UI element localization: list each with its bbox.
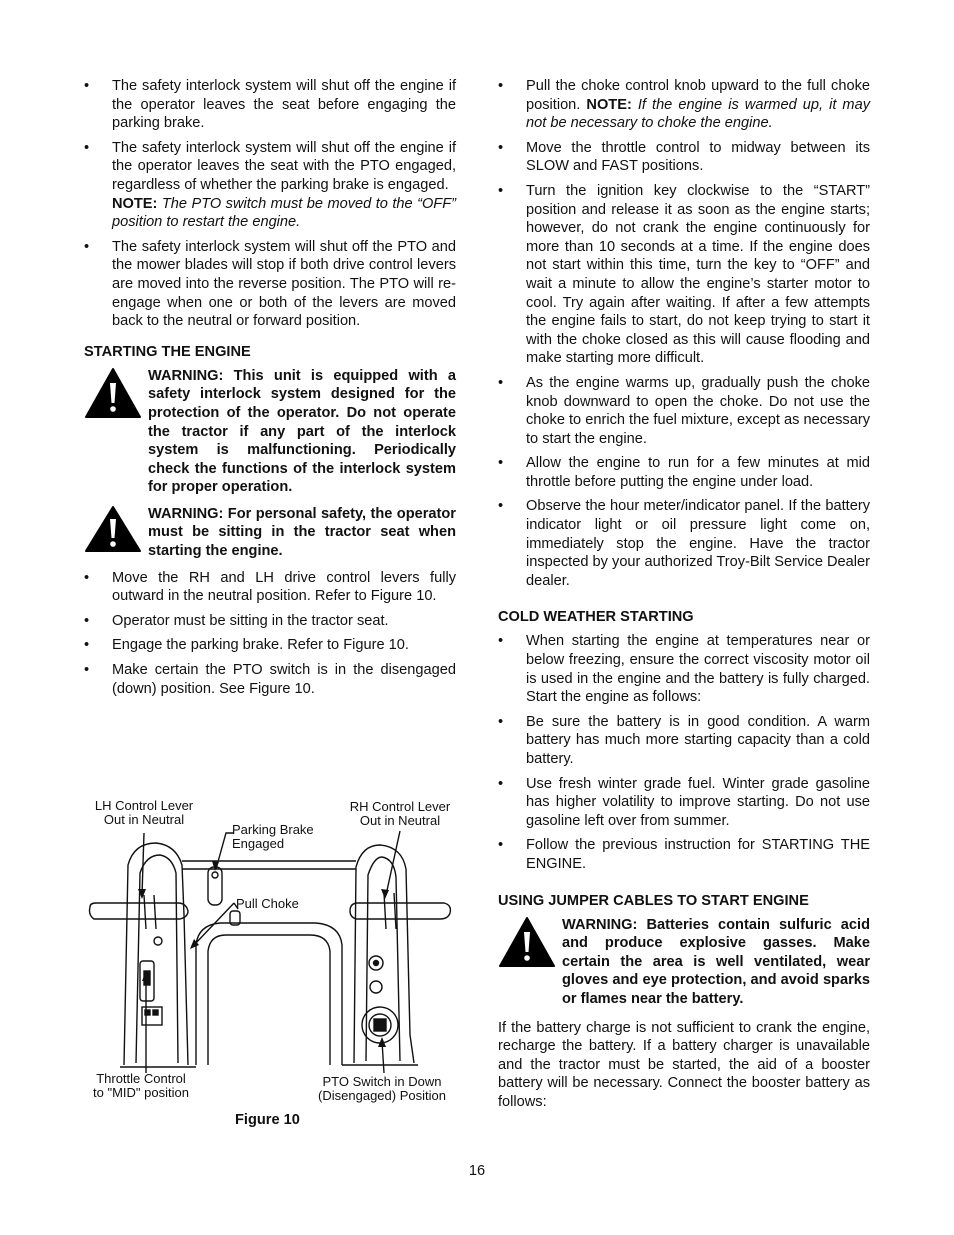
warning-block-seat [84,505,456,561]
start-steps-list [84,569,456,699]
list-item: • When starting the engine at temperatures near or below freezing, ensure the correct viscosity motor oil is used in the engine and the battery is fully charged. Start the engine as follows: [498,632,870,706]
figure-10 [84,795,456,1135]
warning-block-interlock [84,367,456,497]
label-throttle-control: Throttle Control to "MID" position [93,1071,189,1100]
figure-caption: Figure 10 [235,1112,300,1128]
list-item: • Operator must be sitting in the tractor seat. [84,612,456,631]
warning-triangle-icon [498,916,556,968]
right-column [498,77,870,1112]
warning-text: WARNING: This unit is equipped with a safety interlock system designed for the protection of the operator. Do not operate the tractor if any part of the interlock system is malfunctioning. Periodically check the functions of the interlock system for proper operation. [148,367,456,496]
page-number: 16 [468,1163,486,1179]
note-label: NOTE: [586,96,632,113]
section-heading-starting-engine: STARTING THE ENGINE [84,343,251,360]
interlock-bullet-list [84,77,456,331]
warning-triangle-icon [84,505,142,553]
list-item: • As the engine warms up, gradually push the choke knob downward to open the choke. Do not use the choke to enrich the fuel mixture, except as necessary to start the engine. [498,374,870,448]
list-item: • Follow the previous instruction for STARTING THE ENGINE. [498,836,870,873]
list-item: • Pull the choke control knob upward to the full choke position. NOTE: If the engine is warmed up, it may not be necessary to choke the engine. [498,77,870,133]
starting-steps-list [498,77,870,590]
label-lh-control-lever: LH Control Lever Out in Neutral [94,798,194,827]
warning-block-battery [498,916,870,1009]
left-column [84,77,456,704]
note-label: NOTE: [112,195,158,212]
list-item: • Observe the hour meter/indicator panel. If the battery indicator light or oil pressure light come on, immediately stop the engine. Have the tractor inspected by your authorized Troy-Bilt Service Dealer dealer. [498,497,870,590]
warning-triangle-icon [84,367,142,419]
list-item: • Allow the engine to run for a few minutes at mid throttle before putting the engine under load. [498,454,870,491]
warning-text: WARNING: For personal safety, the operator must be sitting in the tractor seat when starting the engine. [148,505,456,560]
note-text: If the engine is warmed up, it may not be necessary to choke the engine. [526,96,870,132]
list-item: • Turn the ignition key clockwise to the “START” position and release it as soon as the engine starts; however, do not crank the engine continuously for more than 10 seconds at a time. If the engine does not start within this time, turn the key to “OFF” and wait a minute to allow the engine’s starter motor to cool. Try again after waiting. If after a few attempts the engine fails to start, do not keep trying to start it with the choke closed as this will cause flooding and make starting more difficult. [498,182,870,368]
warning-text: WARNING: Batteries contain sulfuric acid and produce explosive gasses. Make certain the area is well ventilated, wear gloves and eye protection, and avoid sparks or flames near the battery. [562,916,870,1007]
label-rh-control-lever: RH Control Lever Out in Neutral [349,799,451,828]
note-text: The PTO switch must be moved to the “OFF” position to restart the engine. [112,195,456,231]
list-item: • Move the throttle control to midway between its SLOW and FAST positions. [498,139,870,176]
section-heading-cold-weather: COLD WEATHER STARTING [498,609,694,626]
list-item: • Move the RH and LH drive control levers fully outward in the neutral position. Refer to Figure 10. [84,569,456,606]
label-pull-choke: Pull Choke [236,896,299,911]
section-heading-jumper-cables: USING JUMPER CABLES TO START ENGINE [498,892,809,909]
list-item: • The safety interlock system will shut off the engine if the operator leaves the seat before engaging the parking brake. [84,77,456,133]
label-parking-brake: Parking Brake Engaged [232,822,314,851]
list-item: • The safety interlock system will shut off the engine if the operator leaves the seat with the PTO engaged, regardless of whether the parking brake is engaged. NOTE: The PTO switch must be moved to the “OFF” position to restart the engine. [84,139,456,232]
list-item: • Use fresh winter grade fuel. Winter grade gasoline has higher volatility to improve starting. Do not use gasoline left over from summer. [498,775,870,831]
cold-weather-list [498,632,870,873]
booster-battery-paragraph: If the battery charge is not sufficient to crank the engine, recharge the battery. If a battery charger is unavailable and the tractor must be started, the aid of a booster battery will be necessary. Connect the booster battery as follows: [498,1019,870,1110]
list-item: • Be sure the battery is in good condition. A warm battery has much more starting capacity than a cold battery. [498,713,870,769]
list-item: • Engage the parking brake. Refer to Figure 10. [84,636,456,655]
label-pto-switch: PTO Switch in Down (Disengaged) Position [318,1074,446,1103]
list-item: • Make certain the PTO switch is in the disengaged (down) position. See Figure 10. [84,661,456,698]
list-item: • The safety interlock system will shut off the PTO and the mower blades will stop if both drive control levers are moved into the reverse position. The PTO will re-engage when one or both of the levers are moved back to the neutral or forward position. [84,238,456,331]
